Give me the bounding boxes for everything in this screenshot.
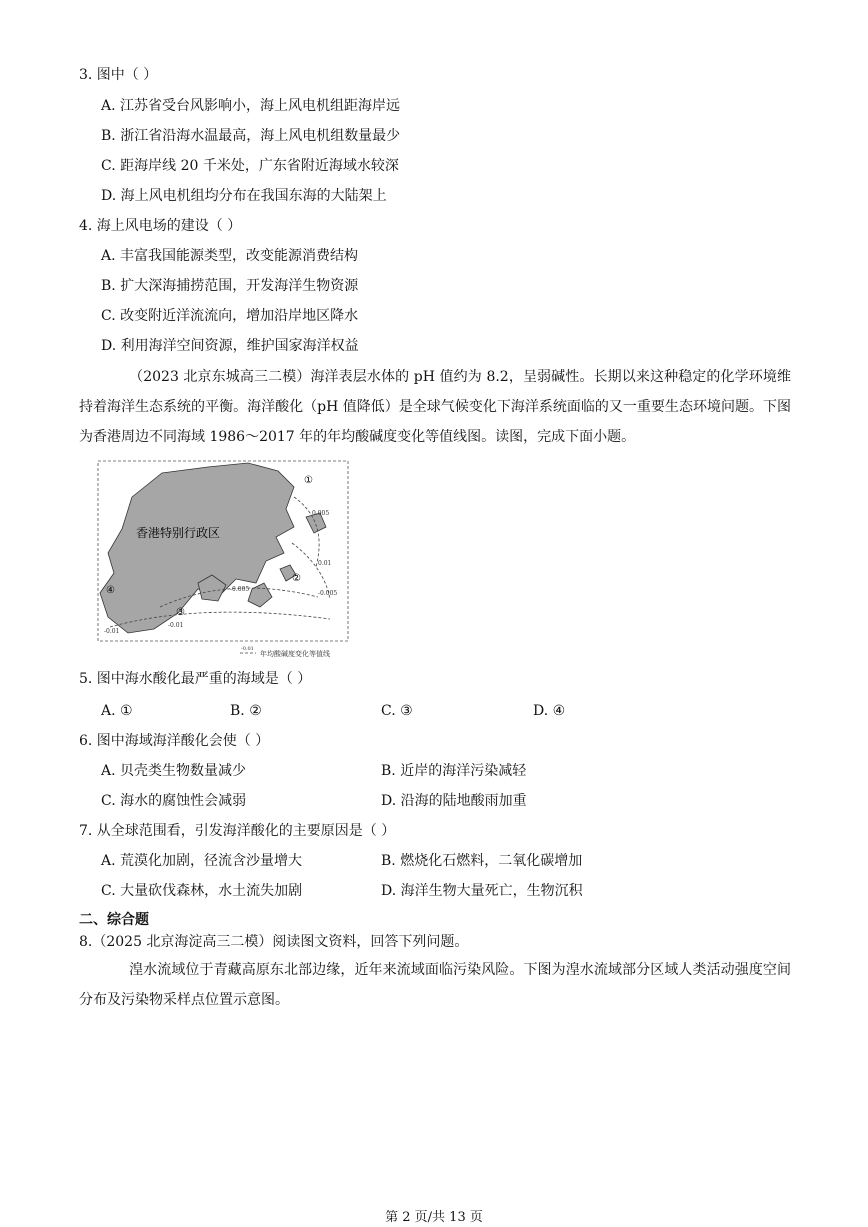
question-6-option-b: B. 近岸的海洋污染减轻 <box>381 763 527 779</box>
question-6-option-d: D. 沿海的陆地酸雨加重 <box>381 793 527 809</box>
question-6-option-c: C. 海水的腐蚀性会减弱 <box>101 793 247 809</box>
island-2 <box>248 583 272 607</box>
question-5-option-a: A. ① <box>101 703 133 719</box>
contour-label-6: -0.01 <box>168 622 184 629</box>
section-2-title: 二、综合题 <box>79 912 149 928</box>
hong-kong-landmass <box>100 463 294 633</box>
question-3-stem: 3. 图中（ ） <box>79 67 158 83</box>
legend-value: -0.01 <box>241 646 254 652</box>
question-4-stem: 4. 海上风电场的建设（ ） <box>79 218 242 234</box>
material-intro-paragraph <box>79 362 791 452</box>
material-intro-text: （2023 北京东城高三二模）海洋表层水体的 pH 值约为 8.2，呈弱碱性。长期以来这种稳定的化学环境维持着海洋生态系统的平衡。海洋酸化（pH 值降低）是全球气候变化下海洋系统面临的又一重要生态环境问题。下图为香港周边不同海域 1986～2017 年的年均酸碱度变化等值线图。读图，完成下面小题。 <box>79 369 791 445</box>
question-6-stem: 6. 图中海域海洋酸化会使（ ） <box>79 733 270 749</box>
question-4-option-d: D. 利用海洋空间资源，维护国家海洋权益 <box>101 338 359 354</box>
question-5-option-d: D. ④ <box>533 703 566 719</box>
question-5-option-b: B. ② <box>230 703 262 719</box>
question-3-option-a: A. 江苏省受台风影响小，海上风电机组距海岸远 <box>101 98 401 114</box>
question-8-paragraph-text: 湟水流域位于青藏高原东北部边缘，近年来流域面临污染风险。下图为湟水流域部分区域人类活动强度空间分布及污染物采样点位置示意图。 <box>79 962 791 1008</box>
hong-kong-acidity-map <box>80 457 362 660</box>
question-8-stem: 8.（2025 北京海淀高三二模）阅读图文资料，回答下列问题。 <box>79 934 469 950</box>
question-5-stem: 5. 图中海水酸化最严重的海域是（ ） <box>79 671 312 687</box>
contour-label-3: -0.005 <box>318 590 338 597</box>
area-mark-1: ① <box>304 475 313 486</box>
region-label: 香港特别行政区 <box>136 526 221 540</box>
question-7-stem: 7. 从全球范围看，引发海洋酸化的主要原因是（ ） <box>79 823 396 839</box>
question-3-option-b: B. 浙江省沿海水温最高，海上风电机组数量最少 <box>101 128 401 144</box>
question-4-option-b: B. 扩大深海捕捞范围，开发海洋生物资源 <box>101 278 359 294</box>
question-5-option-c: C. ③ <box>381 703 413 719</box>
area-mark-2: ② <box>292 573 301 584</box>
question-7-option-b: B. 燃烧化石燃料，二氧化碳增加 <box>381 853 583 869</box>
question-4-option-c: C. 改变附近洋流流向，增加沿岸地区降水 <box>101 308 359 324</box>
question-8-paragraph <box>79 955 791 1015</box>
question-7-option-d: D. 海洋生物大量死亡，生物沉积 <box>381 883 583 899</box>
contour-label-5: 0.005 <box>312 510 330 517</box>
question-7-option-a: A. 荒漠化加剧，径流含沙量增大 <box>101 853 303 869</box>
question-6-option-a: A. 贝壳类生物数量减少 <box>101 763 247 779</box>
area-mark-4: ④ <box>106 585 115 596</box>
question-3-option-d: D. 海上风电机组均分布在我国东海的大陆架上 <box>101 188 387 204</box>
question-3-option-c: C. 距海岸线 20 千米处，广东省附近海域水较深 <box>101 158 399 174</box>
contour-label-2: -0.005 <box>230 586 250 593</box>
contour-label-4: 0.01 <box>318 560 332 567</box>
legend-label: 年均酸碱度变化等值线 <box>260 650 330 658</box>
page-number-footer: 第 2 页/共 13 页 <box>385 1210 483 1225</box>
question-4-option-a: A. 丰富我国能源类型，改变能源消费结构 <box>101 248 359 264</box>
question-7-option-c: C. 大量砍伐森林，水土流失加剧 <box>101 883 303 899</box>
contour-label-1: -0.01 <box>104 628 120 635</box>
area-mark-3: ③ <box>176 607 185 618</box>
